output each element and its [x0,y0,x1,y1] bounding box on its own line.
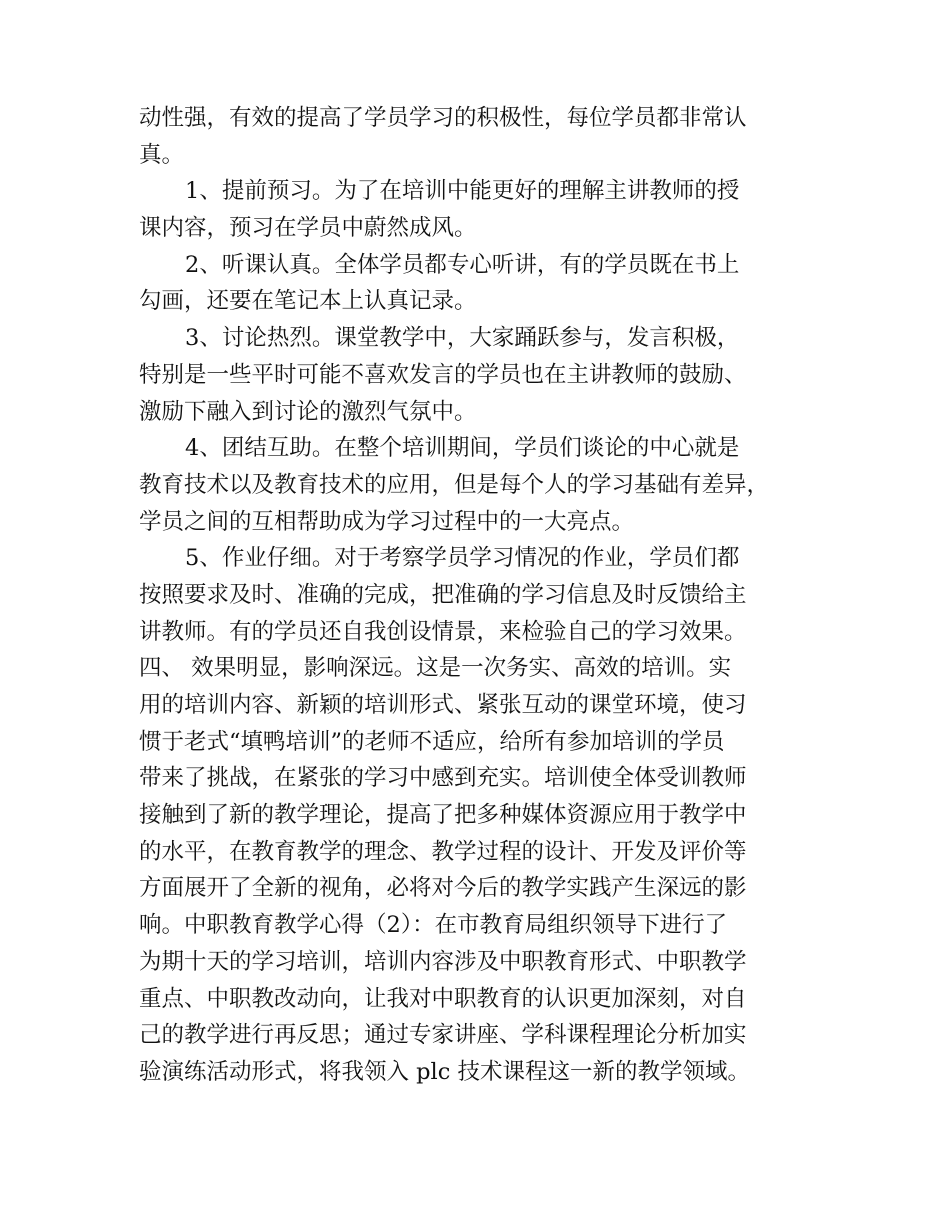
text-line: 惯于老式“填鸭培训”的老师不适应，给所有参加培训的学员 [139,728,725,755]
text-line: 用的培训内容、新颖的培训形式、紧张互动的课堂环境，使习 [139,692,747,718]
text-line: 重点、中职教改动向，让我对中职教育的认识更加深刻，对自 [139,985,747,1012]
text-line: 动性强，有效的提高了学员学习的积极性，每位学员都非常认 [139,105,747,131]
document-body [139,100,839,1091]
text-line: 1、提前预习。为了在培训中能更好的理解主讲教师的授 [185,178,740,205]
text-line: 方面展开了全新的视角，必将对今后的教学实践产生深远的影 [139,875,747,902]
text-line: 己的教学进行再反思；通过专家讲座、学科课程理论分析加实 [139,1022,747,1049]
text-line: 真。 [139,141,185,168]
text-line: 教育技术以及教育技术的应用，但是每个人的学习基础有差异， [139,471,770,498]
text-line: 学员之间的互相帮助成为学习过程中的一大亮点。 [139,508,635,535]
text-line: 2、听课认真。全体学员都专心听讲，有的学员既在书上 [185,251,740,278]
text-line: 讲教师。有的学员还自我创设情景，来检验自己的学习效果。 [139,618,747,645]
text-line: 接触到了新的教学理论，提高了把多种媒体资源应用于教学中 [139,802,747,829]
text-line: 特别是一些平时可能不喜欢发言的学员也在主讲教师的鼓励、 [139,361,747,388]
text-line: 响。中职教育教学心得（2）：在市教育局组织领导下进行了 [139,912,728,939]
text-line: 四、 效果明显，影响深远。这是一次务实、高效的培训。实 [139,655,732,682]
text-line: 按照要求及时、准确的完成，把准确的学习信息及时反馈给主 [139,581,747,608]
text-line: 4、团结互助。在整个培训期间，学员们谈论的中心就是 [185,435,740,462]
text-line: 课内容，预习在学员中蔚然成风。 [139,215,477,242]
text-line: 勾画，还要在笔记本上认真记录。 [139,288,477,315]
text-line: 3、讨论热烈。课堂教学中，大家踊跃参与，发言积极， [185,325,740,352]
text-line: 的水平，在教育教学的理念、教学过程的设计、开发及评价等 [139,838,747,865]
text-line: 为期十天的学习培训，培训内容涉及中职教育形式、中职教学 [139,948,747,975]
text-line: 带来了挑战，在紧张的学习中感到充实。培训使全体受训教师 [139,765,747,792]
text-line: 验演练活动形式，将我领入 plc 技术课程这一新的教学领域。 [139,1058,751,1085]
text-line: 5、作业仔细。对于考察学员学习情况的作业，学员们都 [185,545,740,572]
text-line: 激励下融入到讨论的激烈气氛中。 [139,398,477,425]
